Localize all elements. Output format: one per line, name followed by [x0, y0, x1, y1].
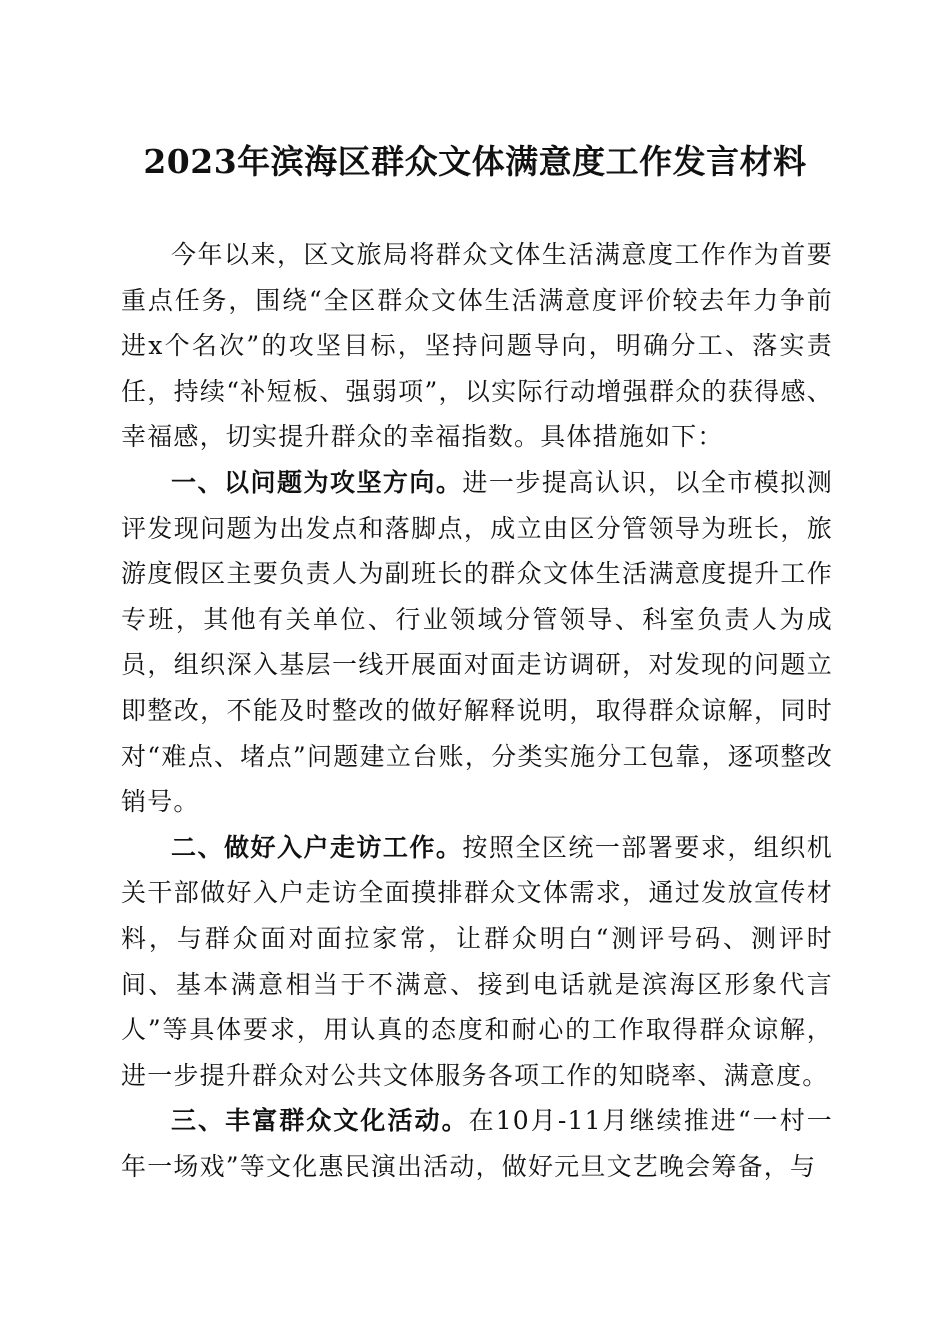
section-heading: 三、丰富群众文化活动。: [171, 1106, 469, 1136]
paragraph-text: 进一步提高认识，以全市模拟测评发现问题为出发点和落脚点，成立由区分管领导为班长，旅游度假区主要负责人为副班长的群众文体生活满意度提升工作专班，其他有关单位、行业领域分管领导、科室负责人为成员，组织深入基层一线开展面对面走访调研，对发现的问题立即整改，不能及时整改的做好解释说明，取得群众谅解，同时对“难点、堵点”问题建立台账，分类实施分工包靠，逐项整改销号。: [121, 467, 833, 817]
section-heading: 一、以问题为攻坚方向。: [171, 467, 463, 497]
paragraph-text: 在10月-11月继续推进“一村一年一场戏”等文化惠民演出活动，做好元旦文艺晚会筹备，与: [121, 1106, 833, 1181]
document-title: 2023年滨海区群众文体满意度工作发言材料: [143, 142, 807, 181]
paragraph-intro: [121, 232, 833, 460]
paragraph-text: 按照全区统一部署要求，组织机关干部做好入户走访全面摸排群众文体需求，通过发放宣传材料，与群众面对面拉家常，让群众明白“测评号码、测评时间、基本满意相当于不满意、接到电话就是滨海区形象代言人”等具体要求，用认真的态度和耐心的工作取得群众谅解，进一步提升群众对公共文体服务各项工作的知晓率、满意度。: [121, 832, 833, 1090]
paragraph-section-1: [121, 460, 833, 825]
document-body: [121, 232, 833, 1189]
paragraph-section-2: [121, 825, 833, 1099]
section-heading: 二、做好入户走访工作。: [171, 832, 463, 862]
paragraph-text: 今年以来，区文旅局将群众文体生活满意度工作作为首要重点任务，围绕“全区群众文体生活满意度评价较去年力争前进x个名次”的攻坚目标，坚持问题导向，明确分工、落实责任，持续“补短板、强弱项”，以实际行动增强群众的获得感、幸福感，切实提升群众的幸福指数。具体措施如下：: [121, 240, 833, 452]
paragraph-section-3: [121, 1098, 833, 1189]
